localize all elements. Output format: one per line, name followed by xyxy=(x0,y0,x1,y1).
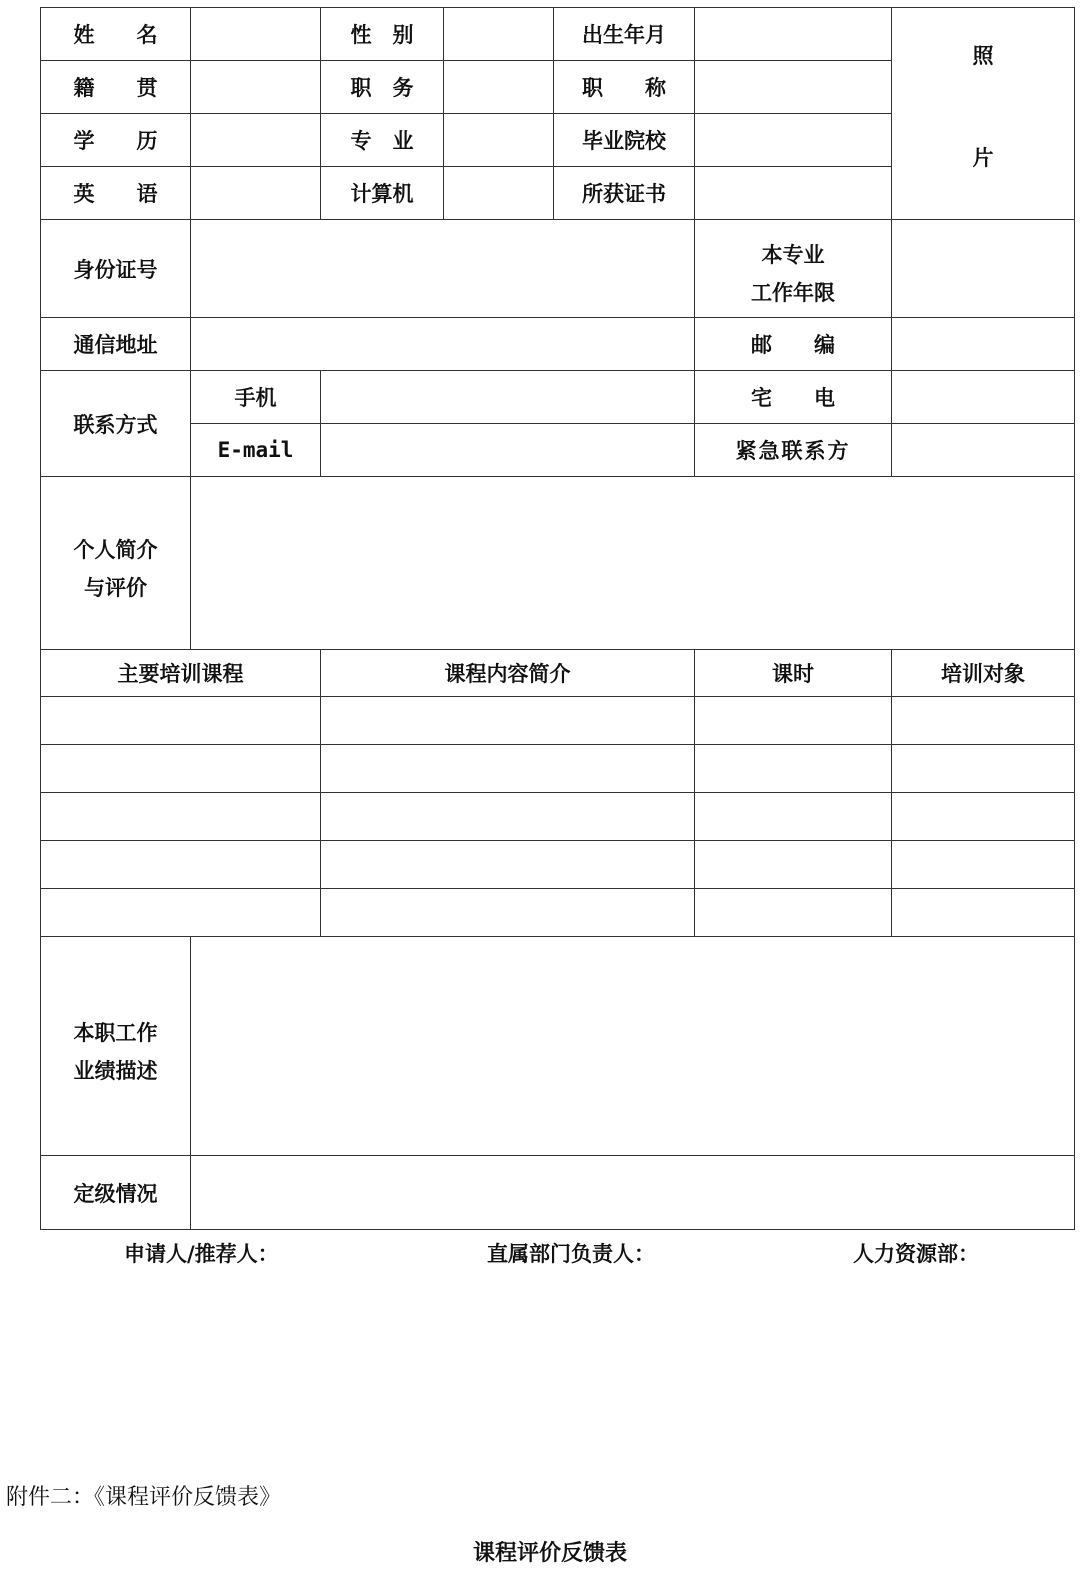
applicant-signature-label: 申请人/推荐人： xyxy=(124,1241,279,1266)
education-value[interactable] xyxy=(191,114,321,167)
course-cell[interactable] xyxy=(695,745,892,793)
mobile-value[interactable] xyxy=(321,371,695,424)
intro-label-1: 个人简介 xyxy=(73,536,158,562)
attachment-note: 附件二：《课程评价反馈表》 xyxy=(6,1485,282,1510)
course-cell[interactable] xyxy=(321,793,695,841)
major-value[interactable] xyxy=(444,114,554,167)
hometown-label: 籍 贯 xyxy=(41,61,191,114)
course-cell[interactable] xyxy=(695,841,892,889)
photo-label-top: 照 xyxy=(972,42,994,68)
id-label: 身份证号 xyxy=(41,220,191,318)
course-cell[interactable] xyxy=(892,793,1075,841)
emergency-label: 紧急联系方 xyxy=(695,424,892,477)
grading-value[interactable] xyxy=(191,1156,1075,1230)
english-label: 英 语 xyxy=(41,167,191,220)
intro-value[interactable] xyxy=(191,477,1075,650)
course-cell[interactable] xyxy=(41,793,321,841)
performance-label-1: 本职工作 xyxy=(73,1019,158,1045)
course-cell[interactable] xyxy=(892,841,1075,889)
address-label: 通信地址 xyxy=(41,318,191,371)
certificate-label: 所获证书 xyxy=(554,167,695,220)
course-header-hours: 课时 xyxy=(695,650,892,697)
course-cell[interactable] xyxy=(695,889,892,937)
major-label: 专 业 xyxy=(321,114,444,167)
work-years-label-2: 工作年限 xyxy=(751,280,835,305)
performance-label xyxy=(41,937,191,1156)
performance-label-2: 业绩描述 xyxy=(73,1057,158,1083)
work-years-label-1: 本专业 xyxy=(761,242,825,267)
course-header-content: 课程内容简介 xyxy=(321,650,695,697)
course-cell[interactable] xyxy=(321,841,695,889)
work-years-value[interactable] xyxy=(892,220,1075,318)
performance-value[interactable] xyxy=(191,937,1075,1156)
emergency-value[interactable] xyxy=(892,424,1075,477)
computer-value[interactable] xyxy=(444,167,554,220)
position-label: 职 务 xyxy=(321,61,444,114)
course-cell[interactable] xyxy=(695,697,892,745)
course-cell[interactable] xyxy=(321,745,695,793)
contact-label: 联系方式 xyxy=(41,371,191,477)
dept-head-signature-label: 直属部门负责人： xyxy=(487,1241,655,1266)
course-cell[interactable] xyxy=(41,889,321,937)
computer-label: 计算机 xyxy=(321,167,444,220)
postcode-label: 邮 编 xyxy=(695,318,892,371)
course-cell[interactable] xyxy=(892,697,1075,745)
birth-label: 出生年月 xyxy=(554,8,695,61)
postcode-value[interactable] xyxy=(892,318,1075,371)
course-cell[interactable] xyxy=(892,889,1075,937)
school-label: 毕业院校 xyxy=(554,114,695,167)
application-form-table xyxy=(40,7,1075,1230)
title-label: 职 称 xyxy=(554,61,695,114)
intro-label xyxy=(41,477,191,650)
grading-label: 定级情况 xyxy=(41,1156,191,1230)
hometown-value[interactable] xyxy=(191,61,321,114)
course-cell[interactable] xyxy=(41,841,321,889)
work-years-label xyxy=(695,220,892,318)
home-phone-value[interactable] xyxy=(892,371,1075,424)
certificate-value[interactable] xyxy=(695,167,892,220)
gender-label: 性 别 xyxy=(321,8,444,61)
name-value[interactable] xyxy=(191,8,321,61)
school-value[interactable] xyxy=(695,114,892,167)
course-cell[interactable] xyxy=(695,793,892,841)
intro-label-2: 与评价 xyxy=(84,574,147,600)
photo-box[interactable] xyxy=(892,8,1075,220)
next-form-title: 课程评价反馈表 xyxy=(472,1540,627,1566)
course-cell[interactable] xyxy=(892,745,1075,793)
email-label: E-mail xyxy=(191,424,321,477)
email-value[interactable] xyxy=(321,424,695,477)
birth-value[interactable] xyxy=(695,8,892,61)
title-value[interactable] xyxy=(695,61,892,114)
mobile-label: 手机 xyxy=(191,371,321,424)
english-value[interactable] xyxy=(191,167,321,220)
course-header-name: 主要培训课程 xyxy=(41,650,321,697)
home-phone-label: 宅 电 xyxy=(695,371,892,424)
signature-row xyxy=(0,1238,1080,1268)
course-cell[interactable] xyxy=(321,889,695,937)
hr-signature-label: 人力资源部： xyxy=(853,1241,979,1266)
course-cell[interactable] xyxy=(321,697,695,745)
name-label: 姓 名 xyxy=(41,8,191,61)
course-cell[interactable] xyxy=(41,745,321,793)
gender-value[interactable] xyxy=(444,8,554,61)
photo-label-bottom: 片 xyxy=(972,144,994,170)
course-cell[interactable] xyxy=(41,697,321,745)
course-header-audience: 培训对象 xyxy=(892,650,1075,697)
education-label: 学 历 xyxy=(41,114,191,167)
position-value[interactable] xyxy=(444,61,554,114)
id-value[interactable] xyxy=(191,220,695,318)
address-value[interactable] xyxy=(191,318,695,371)
